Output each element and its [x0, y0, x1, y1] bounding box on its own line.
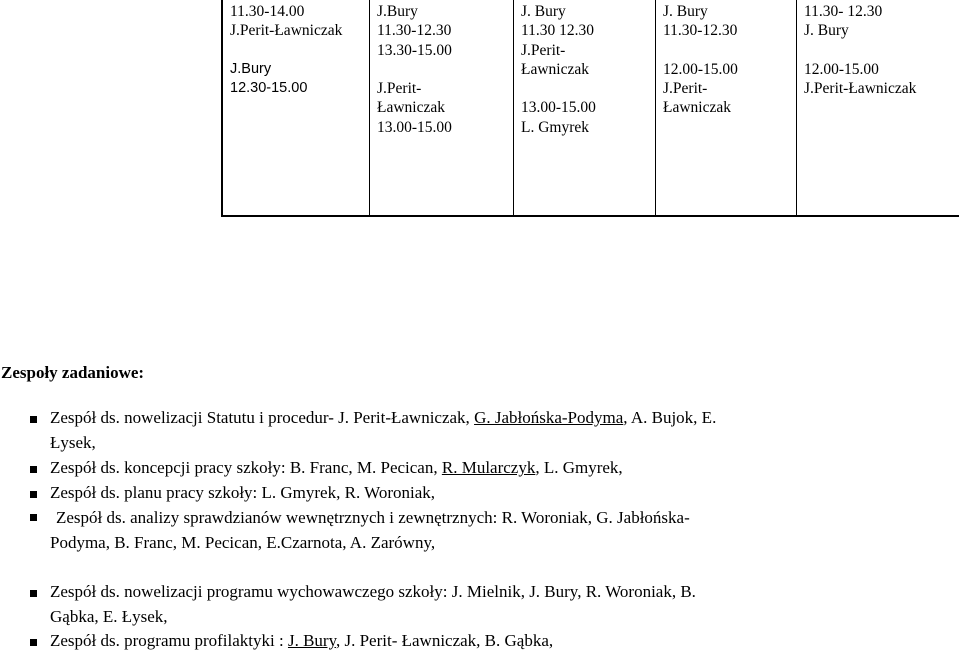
schedule-entry: Ławniczak: [377, 99, 445, 117]
section-title: Zespoły zadaniowe:: [1, 363, 145, 382]
schedule-entry: 13.30-15.00: [377, 41, 452, 59]
schedule-column: [797, 0, 959, 215]
schedule-entry: J.Perit-: [663, 80, 708, 98]
schedule-entry: J.Perit-: [377, 80, 422, 98]
schedule-entry: 11.30-12.30: [663, 22, 738, 40]
schedule-entry: 11.30-14.00: [230, 3, 305, 20]
schedule-gap: [663, 41, 796, 60]
team-item-statute-line2: Łysek,: [50, 433, 96, 452]
team-item-education-line1: Zespół ds. nowelizacji programu wychowawczego szkoły: J. Mielnik, J. Bury, R. Woroniak, B.: [50, 582, 696, 601]
schedule-entry: J.Perit-: [521, 41, 566, 59]
schedule-entry: J.Bury: [230, 60, 272, 77]
schedule-gap: [230, 41, 369, 60]
schedule-entry: 13.00-15.00: [521, 99, 596, 117]
team-item-plan: Zespół ds. planu pracy szkoły: L. Gmyrek, R. Woroniak,: [50, 483, 435, 502]
schedule-column: [223, 0, 370, 215]
schedule-entry: J.Perit-Ławniczak: [804, 80, 917, 98]
bullet-icon: [30, 466, 37, 473]
schedule-entry: J. Bury: [804, 22, 849, 40]
schedule-column: [370, 0, 514, 215]
schedule-entry: J. Bury: [663, 3, 708, 20]
bullet-icon: [30, 491, 37, 498]
team-item-exams-line1: Zespół ds. analizy sprawdzianów wewnętrznych i zewnętrznych: R. Woroniak, G. Jabłońska-: [56, 508, 690, 527]
schedule-gap: [521, 79, 655, 98]
schedule-entry: 12.30-15.00: [230, 80, 308, 97]
bullet-icon: [30, 590, 37, 597]
schedule-entry: 11.30-12.30: [377, 22, 452, 40]
schedule-entry: J.Perit-Ławniczak: [230, 22, 343, 40]
team-item-statute-line1: Zespół ds. nowelizacji Statutu i procedur- J. Perit-Ławniczak, G. Jabłońska-Podyma, A. Bujok, E.: [50, 408, 717, 427]
schedule-entry: Ławniczak: [663, 99, 731, 117]
schedule-entry: 13.00-15.00: [377, 118, 452, 136]
schedule-entry: L. Gmyrek: [521, 118, 590, 136]
schedule-column: [514, 0, 656, 215]
bullet-icon: [30, 639, 37, 646]
schedule-entry: Ławniczak: [521, 60, 589, 78]
schedule-column: [656, 0, 797, 215]
bullet-icon: [30, 514, 37, 521]
team-item-education-line2: Gąbka, E. Łysek,: [50, 607, 168, 626]
schedule-entry: 12.00-15.00: [663, 60, 738, 78]
schedule-entry: 11.30- 12.30: [804, 3, 883, 20]
bullet-icon: [30, 416, 37, 423]
team-item-concept: Zespół ds. koncepcji pracy szkoły: B. Franc, M. Pecican, R. Mularczyk, L. Gmyrek,: [50, 458, 623, 477]
schedule-entry: J. Bury: [521, 3, 566, 20]
schedule-gap: [377, 60, 513, 79]
schedule-gap: [804, 41, 959, 60]
schedule-entry: 11.30 12.30: [521, 22, 595, 40]
team-item-exams-line2: Podyma, B. Franc, M. Pecican, E.Czarnota, A. Zarówny,: [50, 533, 436, 552]
schedule-table: [221, 0, 959, 217]
schedule-entry: 12.00-15.00: [804, 60, 879, 78]
schedule-entry: J.Bury: [377, 3, 418, 20]
team-item-prevention: Zespół ds. programu profilaktyki : J. Bury, J. Perit- Ławniczak, B. Gąbka,: [50, 631, 554, 650]
